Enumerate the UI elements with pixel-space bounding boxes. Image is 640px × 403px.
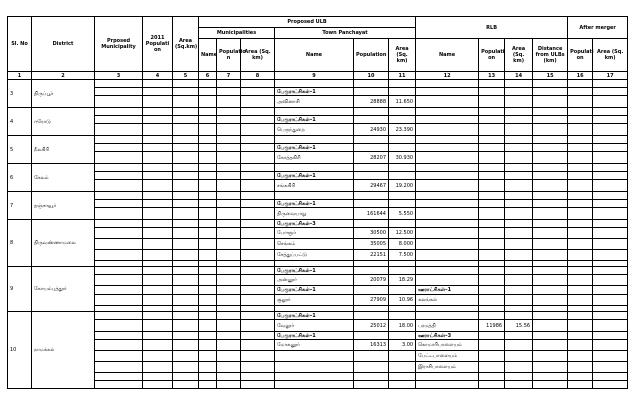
panchayat-population: 29467 — [354, 180, 389, 192]
col-number: 8 — [241, 72, 275, 80]
table-row — [8, 362, 628, 373]
table-row — [8, 200, 628, 208]
table-row — [8, 220, 628, 228]
panchayat-population: 35005 — [354, 239, 389, 250]
header-population: Populati on — [568, 39, 593, 72]
table-row — [8, 267, 628, 275]
table-row — [8, 192, 628, 200]
table-row — [8, 351, 628, 362]
header-name: Name — [199, 39, 217, 72]
panchayat-area: 7.500 — [389, 250, 416, 261]
table-row — [8, 152, 628, 164]
panchayat-area: 12.500 — [389, 228, 416, 239]
col-number: 14 — [505, 72, 533, 80]
header-area: Area (Sq. km) — [241, 39, 275, 72]
sl-no: 9 — [8, 267, 32, 312]
panchayat-area: 10.96 — [389, 295, 416, 306]
table-row — [8, 96, 628, 108]
table-row — [8, 228, 628, 239]
panchayat-group-label: பேரூராட்சிகள்–1 — [275, 312, 354, 320]
district: தஞ்சாவூர் — [32, 192, 95, 220]
header-proposed-municipality: Prposed Municipality — [95, 17, 143, 72]
panchayat-name: கோத்தகிரி — [275, 152, 354, 164]
header-sl-no: Sl. No — [8, 17, 32, 72]
header-area: Area (Sq. km) — [593, 39, 628, 72]
col-number: 6 — [199, 72, 217, 80]
panchayat-group-label: பேரூராட்சிகள்–1 — [275, 88, 354, 96]
table-row — [8, 250, 628, 261]
panchayat-name: அவினாசி — [275, 96, 354, 108]
sl-no: 7 — [8, 192, 32, 220]
panchayat-name: சங்ககிரி — [275, 180, 354, 192]
table-row — [8, 373, 628, 381]
district: கோயம்புத்தூர் — [32, 267, 95, 312]
col-number: 2 — [32, 72, 95, 80]
panchayat-name: பெருந்துறை — [275, 124, 354, 136]
col-number: 4 — [143, 72, 173, 80]
header-distance: Distance from ULBs (km) — [533, 39, 568, 72]
table-row — [8, 340, 628, 351]
document-page — [7, 16, 628, 389]
col-number: 1 — [8, 72, 32, 80]
column-number-row — [8, 72, 628, 80]
header-population: Populatio n — [217, 39, 241, 72]
panchayat-name: திருவையாறு — [275, 208, 354, 220]
panchayat-population: 30500 — [354, 228, 389, 239]
col-number: 11 — [389, 72, 416, 80]
col-number: 5 — [173, 72, 199, 80]
panchayat-name: சேத்துப்பட்டு — [275, 250, 354, 261]
panchayat-group-label: பேரூராட்சிகள்–1 — [275, 172, 354, 180]
panchayat-area: 19.200 — [389, 180, 416, 192]
sl-no: 10 — [8, 312, 32, 389]
panchayat-area: 30.930 — [389, 152, 416, 164]
sl-no: 3 — [8, 80, 32, 108]
panchayat-area: 18.00 — [389, 320, 416, 332]
table-row — [8, 164, 628, 172]
rlb-name: பரமத்தி — [416, 320, 479, 332]
panchayat-name: சூலூர் — [275, 295, 354, 306]
table-row — [8, 381, 628, 389]
header-municipalities: Municipalities — [199, 28, 275, 39]
table-row — [8, 108, 628, 116]
sl-no: 4 — [8, 108, 32, 136]
table-row — [8, 332, 628, 340]
rlb-area: 15.56 — [505, 320, 533, 332]
table-row — [8, 295, 628, 306]
panchayat-name: மோகனூர் — [275, 340, 354, 351]
district: நீலகிரி — [32, 136, 95, 164]
panchayat-population: 16313 — [354, 340, 389, 351]
header-rlb: RLB — [416, 17, 568, 39]
panchayat-population: 28888 — [354, 96, 389, 108]
rlb-group-label: ஊராட்சிகள்–3 — [416, 332, 479, 340]
table-row — [8, 80, 628, 88]
table-row — [8, 180, 628, 192]
table-row — [8, 208, 628, 220]
district: திருவண்ணாமலை — [32, 220, 95, 267]
panchayat-area: 8.000 — [389, 239, 416, 250]
panchayat-population: 20079 — [354, 275, 389, 286]
ulb-table — [7, 16, 628, 389]
table-row — [8, 172, 628, 180]
district: சேலம் — [32, 164, 95, 192]
col-number: 10 — [354, 72, 389, 80]
table-row — [8, 312, 628, 320]
rlb-name: கொமாரிபாளையம் — [416, 340, 479, 351]
panchayat-name: செங்கம் — [275, 239, 354, 250]
header-population: Population — [354, 39, 389, 72]
sl-no: 8 — [8, 220, 32, 267]
rlb-name: கலங்கல் — [416, 295, 479, 306]
header-area: Area (Sq. km) — [505, 39, 533, 72]
panchayat-area: 23.390 — [389, 124, 416, 136]
header-population-2011: 2011 Populati on — [143, 17, 173, 72]
panchayat-group-label: பேரூராட்சிகள்–1 — [275, 144, 354, 152]
col-number: 9 — [275, 72, 354, 80]
header-population: Populati on — [479, 39, 505, 72]
col-number: 16 — [568, 72, 593, 80]
panchayat-name: அன்னூர் — [275, 275, 354, 286]
header-town-panchayat: Town Panchayat — [275, 28, 416, 39]
panchayat-area: 11.650 — [389, 96, 416, 108]
header-name: Name — [416, 39, 479, 72]
panchayat-name: போளூர் — [275, 228, 354, 239]
col-number: 17 — [593, 72, 628, 80]
district: திருப்பூர் — [32, 80, 95, 108]
table-row — [8, 275, 628, 286]
panchayat-area: 18.29 — [389, 275, 416, 286]
header-after-merger: After merger — [568, 17, 628, 39]
panchayat-name: வேலூர் — [275, 320, 354, 332]
rlb-name: பேட்டபாளையம் — [416, 351, 479, 362]
district: நாமக்கல் — [32, 312, 95, 389]
panchayat-group-label: பேரூராட்சிகள்–1 — [275, 286, 354, 295]
col-number: 12 — [416, 72, 479, 80]
col-number: 13 — [479, 72, 505, 80]
panchayat-population: 22151 — [354, 250, 389, 261]
panchayat-group-label: பேரூராட்சிகள்–1 — [275, 200, 354, 208]
sl-no: 5 — [8, 136, 32, 164]
table-row — [8, 320, 628, 332]
sl-no: 6 — [8, 164, 32, 192]
table-row — [8, 286, 628, 295]
header-area: Area (Sq.km) — [173, 17, 199, 72]
table-row — [8, 88, 628, 96]
panchayat-population: 25012 — [354, 320, 389, 332]
panchayat-group-label: பேரூராட்சிகள்–1 — [275, 267, 354, 275]
table-row — [8, 239, 628, 250]
panchayat-group-label: பேரூராட்சிகள்–3 — [275, 220, 354, 228]
panchayat-group-label: பேரூராட்சிகள்–1 — [275, 332, 354, 340]
rlb-name: இராசிபாளையம் — [416, 362, 479, 373]
table-row — [8, 136, 628, 144]
header-proposed-ulb: Proposed ULB — [199, 17, 416, 28]
panchayat-area: 5.550 — [389, 208, 416, 220]
header-name: Name — [275, 39, 354, 72]
rlb-group-label: ஊராட்சிகள்–1 — [416, 286, 479, 295]
panchayat-group-label: பேரூராட்சிகள்–1 — [275, 116, 354, 124]
col-number: 15 — [533, 72, 568, 80]
table-row — [8, 116, 628, 124]
panchayat-area: 3.00 — [389, 340, 416, 351]
header-area: Area (Sq. km) — [389, 39, 416, 72]
panchayat-population: 28207 — [354, 152, 389, 164]
panchayat-population: 27909 — [354, 295, 389, 306]
rlb-population: 11986 — [479, 320, 505, 332]
panchayat-population: 161644 — [354, 208, 389, 220]
header-district: District — [32, 17, 95, 72]
panchayat-population: 24930 — [354, 124, 389, 136]
district: ஈரோடு — [32, 108, 95, 136]
table-row — [8, 124, 628, 136]
col-number: 3 — [95, 72, 143, 80]
col-number: 7 — [217, 72, 241, 80]
table-row — [8, 144, 628, 152]
